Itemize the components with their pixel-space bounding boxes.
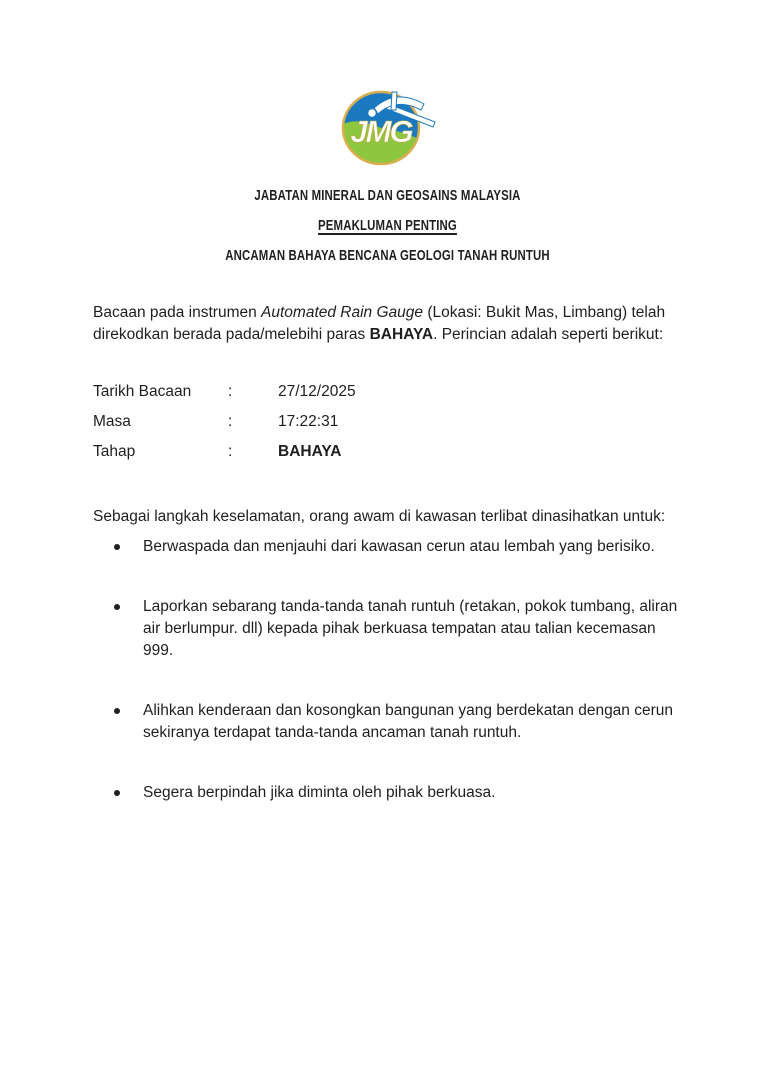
jmg-logo [336,84,440,168]
detail-separator: : [228,413,233,430]
advisory-item [93,782,682,804]
advisory-item-text: Alihkan kenderaan dan kosongkan bangunan yang berdekatan dengan cerun sekiranya terdapat tanda-tanda ancaman tanah runtuh. [143,702,674,741]
intro-text-1: Bacaan pada instrumen [93,304,262,321]
advisory-item-text: Laporkan sebarang tanda-tanda tanah runtuh (retakan, pokok tumbang, aliran air berlumpur. dll) kepada pihak berkuasa tempatan atau talian kecemasan 999. [143,598,678,659]
detail-row-time [93,411,682,433]
logo-letters: JMG [349,114,412,149]
intro-text-2: (Lokasi: Bukit Mas, Limbang) telah direkodkan berada pada/melebihi paras [93,304,666,343]
advisory-item [93,596,682,662]
detail-label: Masa [93,413,131,430]
advisory-item [93,700,682,744]
detail-row-date [93,381,682,403]
intro-paragraph [93,302,682,346]
advisory-lead: Sebagai langkah keselamatan, orang awam di kawasan terlibat dinasihatkan untuk: [93,508,666,525]
intro-text-3: . Perincian adalah seperti berikut: [433,326,664,343]
detail-label: Tarikh Bacaan [93,383,192,400]
notice-title: PEMAKLUMAN PENTING [318,217,457,234]
detail-label: Tahap [93,443,136,460]
org-title: JABATAN MINERAL DAN GEOSAINS MALAYSIA [254,187,521,204]
advisory-item [93,536,682,558]
detail-row-level [93,441,682,463]
intro-level-value: BAHAYA [369,326,434,343]
advisory-item-text: Segera berpindah jika diminta oleh pihak berkuasa. [143,784,496,801]
bullet-icon [114,708,120,714]
detail-value: 27/12/2025 [278,383,356,400]
instrument-name: Automated Rain Gauge [261,304,424,321]
detail-value-level: BAHAYA [278,443,342,460]
detail-value: 17:22:31 [278,413,339,430]
bullet-icon [114,604,120,610]
bullet-icon [114,790,120,796]
advisory-list [93,536,682,804]
bullet-icon [114,544,120,550]
subject-title: ANCAMAN BAHAYA BENCANA GEOLOGI TANAH RUNTUH [225,247,550,264]
logo-row [0,0,775,168]
advisory-item-text: Berwaspada dan menjauhi dari kawasan cerun atau lembah yang berisiko. [143,538,655,555]
detail-separator: : [228,443,233,460]
details-table [93,381,682,463]
detail-separator: : [228,383,233,400]
